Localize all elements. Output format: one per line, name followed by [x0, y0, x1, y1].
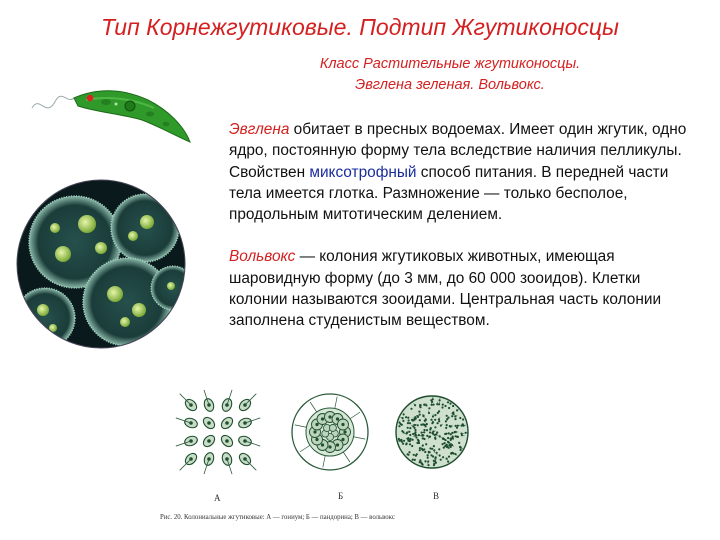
euglena-paragraph — [229, 119, 699, 162]
label-b: Б — [338, 491, 344, 501]
nutrition-text-end: способ питания. В передней части тела имеется глотка. Размножение — только бесполое, продольным митотическим делением. — [229, 163, 669, 224]
colonial-flagellates-icon — [170, 380, 470, 498]
volvox-paragraph — [229, 246, 699, 331]
volvox-term: Вольвокс — [229, 248, 296, 266]
nutrition-text-start: Свойствен — [229, 163, 310, 181]
volvox-micrograph-icon — [15, 178, 187, 350]
euglena-term: Эвглена — [229, 121, 290, 138]
label-c: В — [433, 491, 440, 501]
pandorina-drawing — [292, 394, 368, 470]
volvox-drawing — [396, 396, 468, 468]
subtitle-line-2: Эвглена зеленая. Вольвокс. — [355, 77, 545, 93]
page-subtitle — [270, 54, 630, 96]
euglena-description: обитает в пресных водоемах. Имеет один жгутик, одно ядро, постоянную форму тела вследствие наличия пелликулы. — [229, 121, 687, 160]
volvox-description: — колония жгутиковых животных, имеющая шаровидную форму (до 3 мм, до 60 000 зооидов). Клетки колонии называются зооидами. Центральная часть колонии заполнена студенистым веществом. — [229, 248, 662, 330]
euglena-icon — [26, 84, 196, 146]
nutrition-paragraph — [229, 162, 699, 226]
mixotrophic-term: миксотрофный — [309, 163, 417, 181]
page-title: Тип Корнежгутиковые. Подтип Жгутиконосцы — [101, 14, 619, 40]
description-text — [229, 119, 699, 332]
label-a: А — [214, 493, 221, 503]
subtitle-line-1: Класс Растительные жгутиконосцы. — [319, 56, 581, 72]
figure-caption: Рис. 20. Колониальные жгутиковые: А — гониум; Б — пандорина; В — вольвокс — [160, 514, 395, 521]
